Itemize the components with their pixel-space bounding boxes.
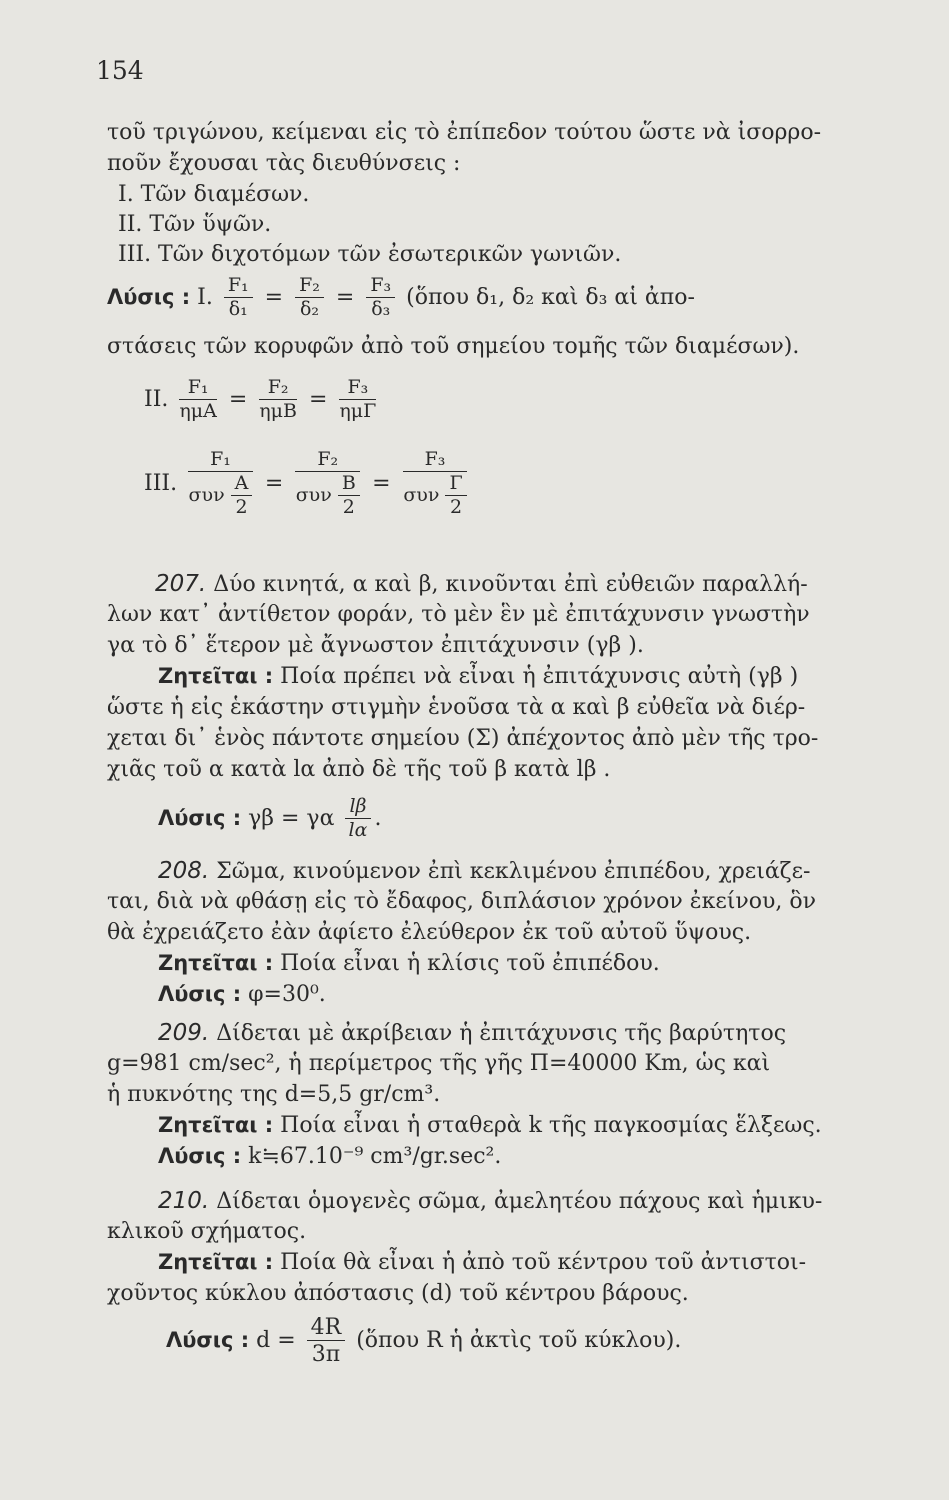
problem-209-sought: Ζητεῖται : Ποία εἶναι ἡ σταθερὰ k τῆς παγκοσμίας ἕλξεως.	[158, 1113, 822, 1138]
intro-item-1: I. Τῶν διαμέσων.	[118, 182, 310, 207]
problem-207-line-2: λων κατ᾿ ἀντίθετον φοράν, τὸ μὲν ἓν μὲ ἐπιτάχυνσιν γνωστὴν	[107, 602, 810, 627]
problem-207-line-6: χεται δι᾿ ἑνὸς πάντοτε σημείου (Σ) ἀπέχοντος ἀπὸ μὲν τῆς τρο-	[107, 726, 819, 751]
problem-210-line-1: 210. Δίδεται ὁμογενὲς σῶμα, ἀμελητέου πάχους καὶ ἡμικυ-	[158, 1188, 823, 1214]
intro-line-1: τοῦ τριγώνου, κείμεναι εἰς τὸ ἐπίπεδον τούτου ὥστε νὰ ἰσορρο-	[107, 120, 822, 145]
sought-label: Ζητεῖται :	[158, 1250, 274, 1274]
solution-206-part2: II. $\frac{\text{F₁}}{\text{ημA}}$ = $\frac{\text{F₂}}{\text{ημB}}$ = $\frac{\text{F₃}}{\text{ημΓ}}$	[144, 376, 377, 422]
fraction-F2-sinB: $\frac{\text{F₂}}{\text{ημB}}$	[259, 376, 297, 422]
problem-207-line-7: χιᾶς τοῦ α κατὰ lα ἀπὸ δὲ τῆς τοῦ β κατὰ lβ .	[107, 757, 611, 782]
intro-line-2: ποῦν ἔχουσαι τὰς διευθύνσεις :	[107, 151, 461, 176]
problem-209-line-1: 209. Δίδεται μὲ ἀκρίβειαν ἡ ἐπιτάχυνσις τῆς βαρύτητος	[158, 1020, 787, 1046]
problem-210-sought-1: Ζητεῖται : Ποία θὰ εἶναι ἡ ἀπὸ τοῦ κέντρου τοῦ ἀντιστοι-	[158, 1250, 807, 1275]
problem-209-line-3: ἡ πυκνότης της d=5,5 gr/cm³.	[107, 1082, 441, 1107]
fraction-lb-la: $\frac{l\beta}{l\alpha}$	[345, 797, 370, 841]
problem-number: 207.	[155, 571, 207, 597]
solution-label: Λύσις :	[158, 1144, 242, 1168]
part1-continuation: στάσεις τῶν κορυφῶν ἀπὸ τοῦ σημείου τομῆς τῶν διαμέσων).	[107, 334, 800, 359]
part1-note: (ὅπου δ₁, δ₂ καὶ δ₃ αἱ ἀπο-	[406, 284, 695, 310]
intro-item-2: II. Τῶν ὕψῶν.	[118, 212, 272, 237]
fraction-F2-d2: $\frac{\text{F₂}}{\text{δ₂}}$	[295, 276, 324, 320]
fraction-F2-cosB2: F₂ συν $\frac{B}{2}$	[295, 450, 360, 518]
problem-207-line-3: γα τὸ δ᾿ ἕτερον μὲ ἄγνωστον ἐπιτάχυνσιν (γβ ).	[107, 633, 644, 658]
sought-label: Ζητεῖται :	[158, 664, 274, 688]
page-number: 154	[96, 56, 144, 85]
fraction-F1-sinA: $\frac{\text{F₁}}{\text{ημA}}$	[179, 376, 217, 422]
problem-number: 208.	[158, 858, 210, 884]
solution-label: Λύσις :	[158, 982, 242, 1006]
problem-207-solution: Λύσις : γβ = γα $\frac{l\beta}{l\alpha}$ .	[158, 795, 382, 841]
fraction-F1-cosA2: F₁ συν $\frac{A}{2}$	[188, 450, 253, 518]
problem-207-line-5: ὥστε ἡ εἰς ἑκάστην στιγμὴν ἑνοῦσα τὰ α καὶ β εὐθεῖα νὰ διέρ-	[107, 695, 806, 720]
problem-208-solution: Λύσις : φ=30⁰.	[158, 982, 326, 1007]
problem-number: 209.	[158, 1020, 210, 1046]
problem-208-sought: Ζητεῖται : Ποία εἶναι ἡ κλίσις τοῦ ἐπιπέδου.	[158, 951, 660, 976]
problem-209-line-2: g=981 cm/sec², ἡ περίμετρος τῆς γῆς Π=40000 Km, ὡς καὶ	[107, 1051, 771, 1076]
part3-label: III.	[144, 470, 178, 496]
problem-208-line-3: θὰ ἐχρειάζετο ἐὰν ἀφίετο ἐλεύθερον ἐκ τοῦ αὐτοῦ ὕψους.	[107, 920, 752, 945]
problem-207-line-1: 207. Δύο κινητά, α καὶ β, κινοῦνται ἐπὶ εὐθειῶν παραλλή-	[155, 571, 808, 597]
part1-label: I.	[197, 284, 213, 310]
problem-208-line-2: ται, διὰ νὰ φθάσῃ εἰς τὸ ἔδαφος, διπλάσιον χρόνον ἐκείνου, ὃν	[107, 889, 816, 914]
problem-210-solution: Λύσις : d = $\frac{4R}{3\pi}$ (ὅπου R ἡ ἀκτὶς τοῦ κύκλου).	[166, 1315, 682, 1368]
fraction-F3-cosG2: F₃ συν $\frac{\Gamma}{2}$	[403, 450, 468, 518]
fraction-F1-d1: $\frac{\text{F₁}}{\text{δ₁}}$	[224, 276, 253, 320]
fraction-4R-3pi: $\frac{4R}{3\pi}$	[307, 1316, 346, 1366]
solution-label: Λύσις :	[158, 805, 242, 830]
problem-207-sought: Ζητεῖται : Ποία πρέπει νὰ εἶναι ἡ ἐπιτάχυνσις αὐτὴ (γβ )	[158, 664, 799, 689]
fraction-F3-sinG: $\frac{\text{F₃}}{\text{ημΓ}}$	[339, 376, 377, 422]
problem-210-line-2: κλικοῦ σχήματος.	[107, 1219, 307, 1244]
intro-item-3: III. Τῶν διχοτόμων τῶν ἐσωτερικῶν γωνιῶν.	[118, 242, 622, 267]
sought-label: Ζητεῖται :	[158, 1113, 274, 1137]
solution-206-part3: III. F₁ συν $\frac{A}{2}$ = F₂ συν $\frac{B}{2}$ = F₃ συν $\frac{\Gamma}{2}$	[144, 450, 471, 518]
sought-label: Ζητεῖται :	[158, 951, 274, 975]
problem-209-solution: Λύσις : k≒67.10⁻⁹ cm³/gr.sec².	[158, 1144, 502, 1169]
fraction-F3-d3: $\frac{\text{F₃}}{\text{δ₃}}$	[366, 276, 395, 320]
part2-label: II.	[144, 386, 169, 412]
solution-label: Λύσις :	[107, 284, 191, 309]
solution-206-part1: Λύσις : I. $\frac{\text{F₁}}{\text{δ₁}}$ = $\frac{\text{F₂}}{\text{δ₂}}$ = $\frac{\text{F₃}}{\text{δ₃}}$ (ὅπου δ₁, δ₂ καὶ δ₃ αἱ ἀπο-	[107, 274, 695, 320]
problem-210-sought-2: χοῦντος κύκλου ἀπόστασις (d) τοῦ κέντρου βάρους.	[107, 1281, 689, 1306]
problem-number: 210.	[158, 1188, 210, 1214]
solution-label: Λύσις :	[166, 1328, 250, 1353]
problem-208-line-1: 208. Σῶμα, κινούμενον ἐπὶ κεκλιμένου ἐπιπέδου, χρειάζε-	[158, 858, 811, 884]
